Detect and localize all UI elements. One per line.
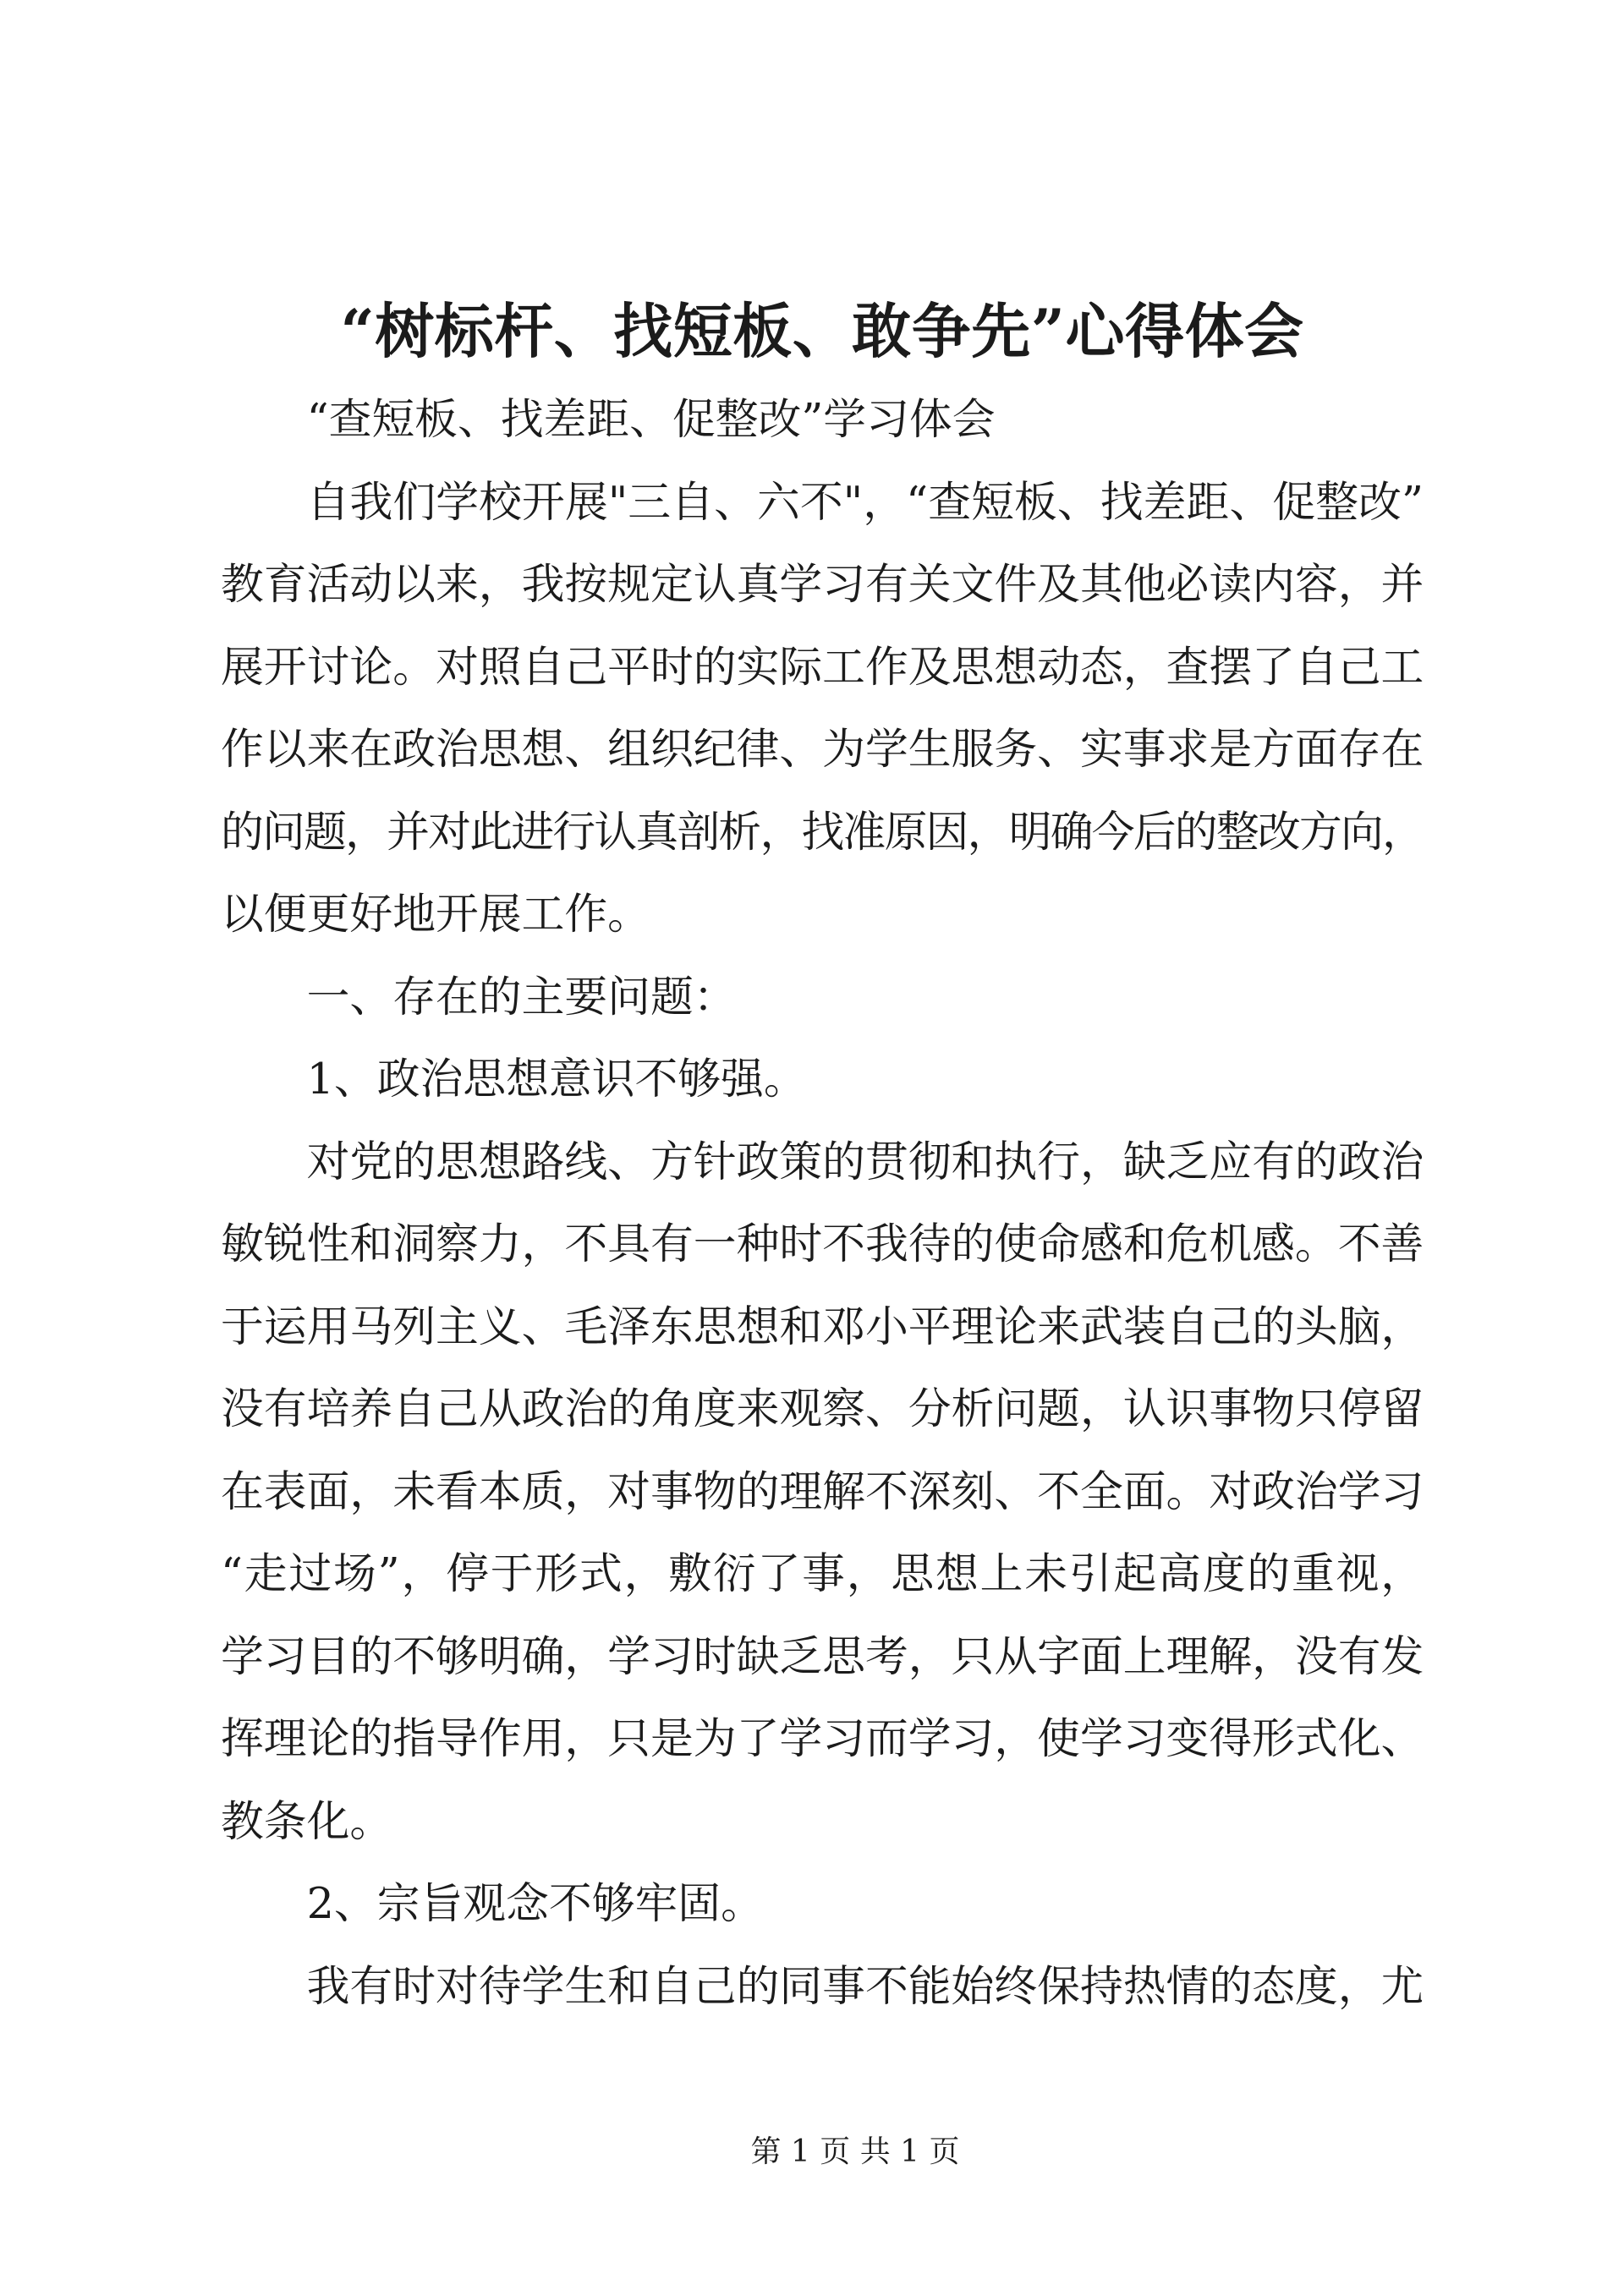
text-line: 1、政治思想意识不够强。 bbox=[306, 1054, 807, 1104]
paragraph bbox=[221, 1038, 1424, 1121]
paragraph bbox=[221, 1945, 1424, 2028]
document-subtitle: “查短板、找差距、促整改”学习体会 bbox=[306, 394, 996, 444]
document-title: “树标杆、找短板、敢争先”心得体会 bbox=[340, 296, 1304, 366]
text-line: 没有培养自己从政治的角度来观察、分析问题，认识事物只停留 bbox=[221, 1384, 1424, 1433]
text-line: 我有时对待学生和自己的同事不能始终保持热情的态度，尤 bbox=[306, 1960, 1424, 2011]
text-line: 在表面，未看本质，对事物的理解不深刻、不全面。对政治学习 bbox=[221, 1466, 1424, 1516]
page-footer: 第 1 页 共 1 页 bbox=[750, 2134, 960, 2169]
paragraph bbox=[221, 1862, 1424, 1945]
document-body bbox=[221, 378, 1424, 2027]
text-line: “走过场”，停于形式，敷衍了事，思想上未引起高度的重视， bbox=[221, 1548, 1424, 1598]
text-line: 的问题，并对此进行认真剖析，找准原因，明确今后的整改方向， bbox=[221, 806, 1424, 857]
text-line: 以便更好地开展工作。 bbox=[221, 889, 650, 939]
text-line: 一、存在的主要问题： bbox=[306, 971, 737, 1022]
text-line: 教育活动以来，我按规定认真学习有关文件及其他必读内容，并 bbox=[221, 559, 1424, 609]
text-line: 对党的思想路线、方针政策的贯彻和执行，缺乏应有的政治 bbox=[306, 1136, 1424, 1186]
text-line: 教条化。 bbox=[221, 1795, 393, 1846]
text-line: 作以来在政治思想、组织纪律、为学生服务、实事求是方面存在 bbox=[221, 724, 1424, 774]
text-line: 于运用马列主义、毛泽东思想和邓小平理论来武装自己的头脑， bbox=[221, 1301, 1424, 1351]
text-line: 敏锐性和洞察力，不具有一种时不我待的使命感和危机感。不善 bbox=[221, 1219, 1424, 1269]
text-line: 2、宗旨观念不够牢固。 bbox=[306, 1878, 764, 1928]
text-line: 展开讨论。对照自己平时的实际工作及思想动态，查摆了自己工 bbox=[221, 641, 1424, 692]
text-line: 自我们学校开展"三自、六不"，“查短板、找差距、促整改” bbox=[306, 476, 1424, 527]
paragraph bbox=[221, 956, 1424, 1038]
text-line: 学习目的不够明确，学习时缺乏思考，只从字面上理解，没有发 bbox=[221, 1630, 1424, 1681]
paragraph bbox=[221, 461, 1424, 956]
paragraph bbox=[221, 1121, 1424, 1863]
text-line: 挥理论的指导作用，只是为了学习而学习，使学习变得形式化、 bbox=[221, 1713, 1424, 1763]
